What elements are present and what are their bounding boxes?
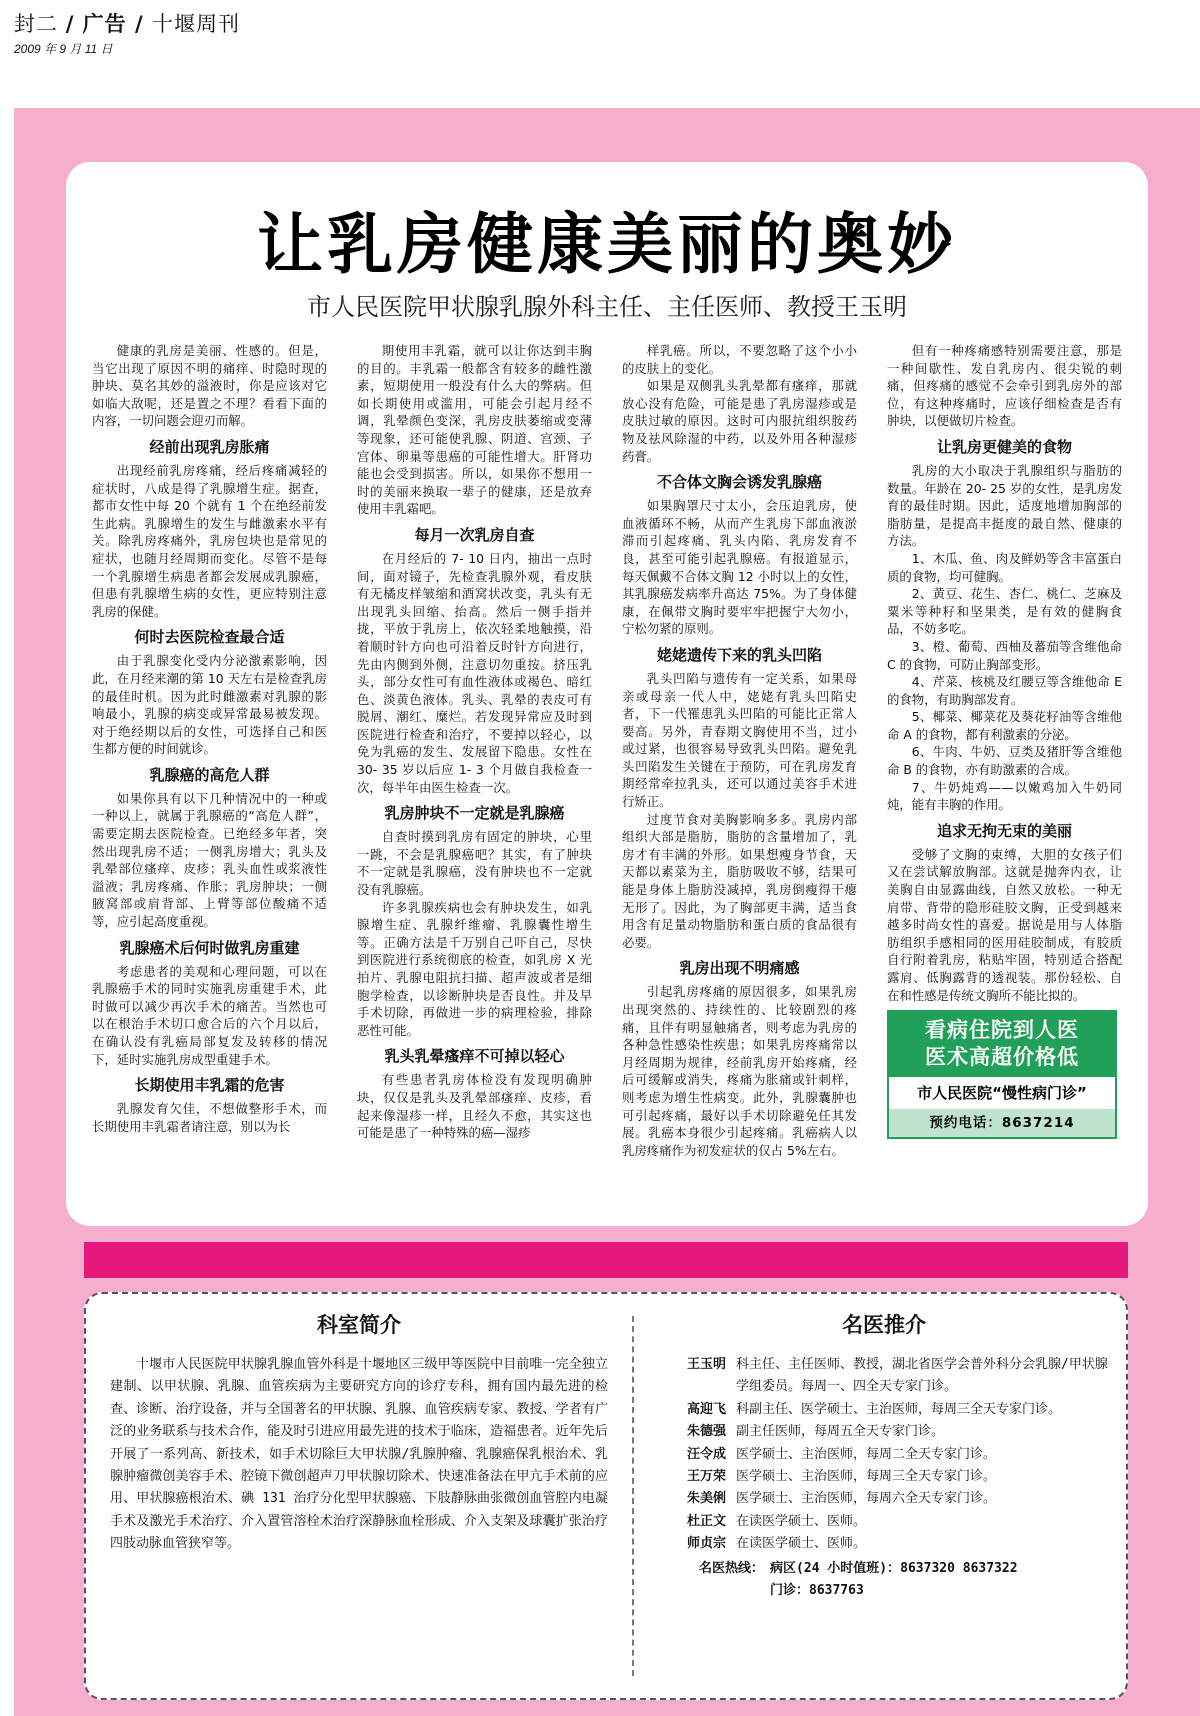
doctor-row xyxy=(658,1444,1110,1466)
article-subtitle: 市人民医院甲状腺乳腺外科主任、主任医师、教授王玉明 xyxy=(307,293,907,321)
header-category: 广告 xyxy=(82,12,127,36)
article-card xyxy=(66,162,1148,1226)
paragraph: 3、橙、葡萄、西柚及蕃茄等含维他命 C 的食物，可防止胸部变形。 xyxy=(887,638,1122,672)
paragraph: 在月经后的 7- 10 日内，抽出一点时间，面对镜子，先检查乳腺外观，看皮肤有无橘皮样皱缩和酒窝状改变，乳头有无出现乳头回缩、抬高。然后一侧手指并拢，平放于乳房上，依次轻柔地触摸，沿着顺时针方向也可沿着反时针方向进行，先由内侧到外侧，注意切勿重按。挤压乳头，部分女性可有血性液体或褐色、暗红色、淡黄色液体。乳头、乳晕的表皮可有脱屑、潮红、糜烂。若发现异常应及时到医院进行检查和治疗，不要掉以轻心，以免为乳癌的发生、发展留下隐患。女性在 30- 35 岁以后应 1- 3 个月做自我检查一次，每半年由医生检查一次。 xyxy=(357,550,592,795)
doctor-desc: 医学硕士、主治医师，每周二全天专家门诊。 xyxy=(736,1446,997,1462)
header-section: 封二 xyxy=(14,12,58,36)
article-column-2 xyxy=(357,342,592,1222)
doctor-row xyxy=(658,1399,1110,1421)
doctor-name: 高迎飞 xyxy=(686,1401,726,1417)
paragraph: 引起乳房疼痛的原因很多，如果乳房出现突然的、持续性的、比较剧烈的疼痛，且伴有明显触痛者，则考虑为乳房的各种急性感染性疾患；如果乳房疼痛常以月经周期为规律，经前乳房开始疼痛，经后可缓解或消失，疼痛为胀痛或针刺样，则考虑为增生性病变。此外，乳腺囊肿也可引起疼痛，最好以手术切除避免任其发展。乳癌本身很少引起疼痛。乳癌病人以乳房疼痛作为初发症状的仅占 5%左右。 xyxy=(622,984,857,1158)
section-heading: 乳腺癌的高危人群 xyxy=(149,765,270,784)
page-header xyxy=(14,10,240,57)
paragraph: 过度节食对美胸影响多多。乳房内部组织大部是脂肪，脂肪的含量增加了，乳房才有丰满的外形。如果想瘦身节食，天天都以素菜为主，脂肪吸收不够，结果可能是身体上脂肪没减掉，乳房倒瘦得干瘪无形了。因此，为了胸部更丰满，适当食用含有足量动物脂肪和蛋白质的食品很有必要。 xyxy=(622,811,857,950)
doctor-row xyxy=(658,1421,1110,1443)
section-heading: 何时去医院检查最合适 xyxy=(134,628,285,647)
paragraph: 7、牛奶炖鸡——以嫩鸡加入牛奶同炖，能有丰胸的作用。 xyxy=(887,779,1122,813)
ad-clinic-name: 市人民医院“慢性病门诊” xyxy=(889,1077,1115,1109)
clinic-ad-box xyxy=(887,1010,1117,1139)
doctor-list xyxy=(658,1354,1110,1556)
doctors-heading: 名医推介 xyxy=(842,1312,926,1337)
doctor-row xyxy=(658,1533,1110,1555)
section-heading: 乳房出现不明痛感 xyxy=(679,959,800,978)
paragraph: 期使用丰乳霜，就可以让你达到丰胸的目的。丰乳霜一般都含有较多的雌性激素，短期使用一般没有什么大的弊病。但如长期使用或滥用，可能会引起月经不调，乳晕颜色变深，乳房皮肤萎缩或变薄等现象，还可能使乳腺、阴道、宫颈、子宫体、卵巢等患癌的可能性增大。肝肾功能也会受到损害。所以，如果你不想用一时的美丽来换取一辈子的健康，还是放弃使用丰乳霜吧。 xyxy=(357,343,592,517)
section-heading: 长期使用丰乳霜的危害 xyxy=(134,1076,285,1095)
paragraph: 出现经前乳房疼痛，经后疼痛减轻的症状时，八成是得了乳腺增生症。据查，都市女性中每 20 个就有 1 个在绝经前发生此病。乳腺增生的发生与雌激素水平有关。除乳房疼痛外，乳房包块也是常见的症状，也随月经周期而变化。尽管不是每一个乳腺增生病患者都会发展成乳腺癌，但患有乳腺增生病的女性，更应特别注意乳房的保健。 xyxy=(92,462,327,619)
hotline xyxy=(658,1558,1110,1603)
paragraph: 2、黄豆、花生、杏仁、桃仁、芝麻及粟米等种籽和坚果类，是有效的健胸食品，不妨多吃。 xyxy=(887,586,1122,637)
section-heading: 乳头乳晕瘙痒不可掉以轻心 xyxy=(384,1047,565,1066)
doctor-desc: 在读医学硕士、医师。 xyxy=(736,1513,867,1529)
paragraph: 5、椰菜、椰菜花及葵花籽油等含维他命 A 的食物，都有利激素的分泌。 xyxy=(887,709,1122,742)
pink-frame xyxy=(14,108,1200,1716)
article-column-1 xyxy=(92,342,327,1222)
doctor-desc: 医学硕士、主治医师，每周三全天专家门诊。 xyxy=(736,1469,997,1485)
dashed-divider xyxy=(632,1316,634,1676)
doctor-desc: 科主任、主任医师、教授，湖北省医学会普外科分会乳腺/甲状腺学组委员。每周一、四全天专家门诊。 xyxy=(736,1357,1108,1395)
section-heading: 不合体文胸会诱发乳腺癌 xyxy=(656,473,822,492)
doctor-name: 朱德强 xyxy=(686,1424,726,1440)
paragraph: 如果你具有以下几种情况中的一种或一种以上，就属于乳腺癌的“高危人群”，需要定期去医院检查。已绝经多年者，突然出现乳房不适；一侧乳房增大；乳头及乳晕部位瘙痒、皮疹；乳头血性或浆液性溢液；乳房疼痛、作胀；乳房肿块；一侧腋窝部或肩背部、上臂等部位酸痛不适等，应引起高度重视。 xyxy=(92,790,327,930)
doctor-row xyxy=(658,1488,1110,1510)
ad-phone: 预约电话：8637214 xyxy=(889,1109,1115,1137)
article-column-3 xyxy=(622,342,857,1222)
doctor-row xyxy=(658,1466,1110,1488)
department-text: 十堰市人民医院甲状腺乳腺血管外科是十堰地区三级甲等医院中目前唯一完全独立建制、以甲状腺、乳腺、血管疾病为主要研究方向的诊疗专科，拥有国内最先进的检查、诊断、治疗设备，并与全国著名的甲状腺、乳腺、血管疾病专家、教授、学者有广泛的业务联系与技术合作，能及时引进应用最先进的技术于临床，造福患者。近年先后开展了一系列高、新技术，如手术切除巨大甲状腺/乳腺肿瘤、乳腺癌保乳根治术、乳腺肿瘤微创美容手术、腔镜下微创超声刀甲状腺切除术、快速准备法在甲亢手术前的应用、甲状腺癌根治术、碘 131 治疗分化型甲状腺癌、下肢静脉曲张微创血管腔内电凝手术及激光手术治疗、介入置管溶栓术治疗深静脉血栓形成、介入支架及球囊扩张治疗四肢动脉血管狭窄等。 xyxy=(110,1357,608,1552)
ad-slogan xyxy=(889,1012,1115,1077)
paragraph: 有些患者乳房体检没有发现明确肿块，仅仅是乳头及乳晕部瘙痒、皮疹，看起来像湿疹一样，且经久不愈，其实这也可能是患了一种特殊的癌—湿疹 xyxy=(357,1072,592,1141)
header-paper: 十堰周刊 xyxy=(151,12,240,36)
paragraph: 健康的乳房是美丽、性感的。但是，当它出现了原因不明的痛痒、时隐时现的肿块、莫名其妙的溢液时，你是应该对它如临大敌呢，还是置之不理？看看下面的内容，一切问题会迎刃而解。 xyxy=(92,343,327,429)
header-section-line: 封二 / 广告 / 十堰周刊 xyxy=(14,12,240,36)
paragraph: 但有一种疼痛感特别需要注意，那是一种间歇性、发自乳房内、很尖锐的刺痛，但疼痛的感觉不会牵引到乳房外的部位，有这种疼痛时，应该仔细检查是否有肿块，以便做切片检查。 xyxy=(887,343,1122,429)
paragraph: 1、木瓜、鱼、肉及鲜奶等含丰富蛋白质的食物，均可健胸。 xyxy=(887,550,1122,584)
section-heading: 姥姥遗传下来的乳头凹陷 xyxy=(656,645,822,664)
doctor-name: 王万荣 xyxy=(686,1469,726,1485)
paragraph: 样乳癌。所以，不要忽略了这个小小的皮肤上的变化。 xyxy=(622,343,857,376)
ad-slogan-line1: 看病住院到人医 xyxy=(925,1018,1079,1043)
section-heading: 让乳房更健美的食物 xyxy=(936,437,1072,456)
doctor-desc: 科副主任、医学硕士、主治医师，每周三全天专家门诊。 xyxy=(736,1401,1062,1417)
paragraph: 如果胸罩尺寸太小，会压迫乳房，使血液循环不畅，从而产生乳房下部血液淤滞而引起疼痛、乳头内陷、乳房发育不良，甚至可能引起乳腺癌。有报道显示，每天佩戴不合体文胸 12 小时以上的女性，其乳腺癌发病率升高达 75%。为了身体健康，在佩带文胸时要牢牢把握宁大勿小，宁松勿紧的原则。 xyxy=(622,498,857,637)
section-heading: 经前出现乳房胀痛 xyxy=(149,437,270,456)
department-heading: 科室简介 xyxy=(317,1312,401,1337)
article-columns xyxy=(92,342,1122,1222)
section-heading: 每月一次乳房自查 xyxy=(414,525,535,544)
doctor-name: 王玉明 xyxy=(686,1357,726,1372)
doctor-recommendations xyxy=(658,1310,1110,1602)
doctor-name: 杜正文 xyxy=(686,1513,726,1529)
paragraph: 由于乳腺变化受内分泌激素影响，因此，在月经来潮的第 10 天左右是检查乳房的最佳时机。因为此时雌激素对乳腺的影响最小，乳腺的病变或异常最易被发现。对于绝经期以后的女性，可选择自己和医生都方便的时间就诊。 xyxy=(92,653,327,757)
article-column-4 xyxy=(887,342,1122,1222)
paragraph: 乳房的大小取决于乳腺组织与脂肪的数量。年龄在 20- 25 岁的女性，是乳房发育的最佳时期。因此，适度地增加胸部的脂肪量，是提高丰挺度的最自然、健康的方法。 xyxy=(887,462,1122,549)
doctor-desc: 副主任医师，每周五全天专家门诊。 xyxy=(736,1424,945,1440)
paragraph: 4、芹菜、核桃及红腰豆等含维他命 E 的食物，有助胸部发育。 xyxy=(887,674,1122,707)
doctor-row xyxy=(658,1354,1110,1399)
hotline-clinic: 门诊：8637763 xyxy=(770,1583,864,1599)
section-heading: 追求无拘无束的美丽 xyxy=(936,821,1072,840)
paragraph: 乳头凹陷与遗传有一定关系，如果母亲或母亲一代人中，姥姥有乳头凹陷史者，下一代罹患乳头凹陷的可能比正常人要高。另外，青春期文胸使用不当，过小或过紧，也很容易导致乳头凹陷。避免乳头凹陷发生关键在于预防，可在乳房发育期经常牵拉乳头，还可以通过美容手术进行矫正。 xyxy=(622,670,857,810)
hotline-label: 名医热线： xyxy=(698,1560,764,1576)
header-date: 2009 年 9 月 11 日 xyxy=(14,42,113,56)
paragraph: 受够了文胸的束缚，大胆的女孩子们又在尝试解放胸部。这就是抛奔内衣，让美胸自由显露曲线，自然又放松。一种无肩带、背带的隐形硅胶文胸，正受到越来越多时尚女性的喜爱。据说是用与人体脂肪组织手感相同的医用硅胶制成，有胶质自行附着乳房，粘贴牢固，特别适合搭配露肩、低胸露背的透视装。那份轻松、自在和性感是传统文胸所不能比拟的。 xyxy=(887,846,1122,1003)
paragraph: 自查时摸到乳房有固定的肿块，心里一跳，不会是乳腺癌吧？其实，有了肿块不一定就是乳腺癌，没有肿块也不一定就没有乳腺癌。 xyxy=(357,829,592,898)
hotline-ward: 病区(24 小时值班)：8637320 8637322 xyxy=(770,1560,1018,1576)
doctor-name: 汪令成 xyxy=(686,1446,726,1462)
doctor-name: 朱美俐 xyxy=(686,1491,726,1507)
department-intro xyxy=(110,1310,608,1556)
ad-slogan-line2: 医术高超价格低 xyxy=(925,1045,1079,1070)
section-heading: 乳腺癌术后何时做乳房重建 xyxy=(119,938,300,957)
paragraph: 如果是双侧乳头乳晕都有瘙痒，那就放心没有危险，可能是患了乳房湿疹或是皮肤过敏的原因。这时可内服抗组织胺药物及祛风除湿的中药，以及外用各种湿疹药膏。 xyxy=(622,378,857,464)
paragraph: 考虑患者的美观和心理问题，可以在乳腺癌手术的同时实施乳房重建手术，此时做可以减少再次手术的痛苦。当然也可以在根治手术切口愈合后的六个月以后，在确认没有乳癌局部复发及转移的情况下，延时实施乳房成型重建手术。 xyxy=(92,963,327,1067)
paragraph: 乳腺发育欠佳，不想做整形手术，而长期使用丰乳霜者请注意，别以为长 xyxy=(92,1101,327,1134)
paragraph: 许多乳腺疾病也会有肿块发生，如乳腺增生症、乳腺纤维瘤、乳腺囊性增生等。正确方法是千万别自己吓自己，尽快到医院进行系统彻底的检查，如乳房 X 光拍片、乳腺电阻抗扫描、超声波或者是细胞学检查，以诊断肿块是否良性。并及早手术切除，再做进一步的病理检验，排除恶性可能。 xyxy=(357,899,592,1038)
article-title: 让乳房健康美丽的奥妙 xyxy=(257,205,957,283)
info-box xyxy=(84,1292,1128,1700)
doctor-desc: 医学硕士、主治医师，每周六全天专家门诊。 xyxy=(736,1491,997,1507)
section-heading: 乳房肿块不一定就是乳腺癌 xyxy=(384,804,565,823)
paragraph: 6、牛肉、牛奶、豆类及猪肝等含维他命 B 的食物，亦有助激素的合成。 xyxy=(887,744,1122,778)
magenta-divider-bar xyxy=(84,1242,1128,1278)
doctor-row xyxy=(658,1511,1110,1533)
doctor-name: 师贞宗 xyxy=(686,1536,726,1552)
doctor-desc: 在读医学硕士、医师。 xyxy=(736,1536,867,1552)
